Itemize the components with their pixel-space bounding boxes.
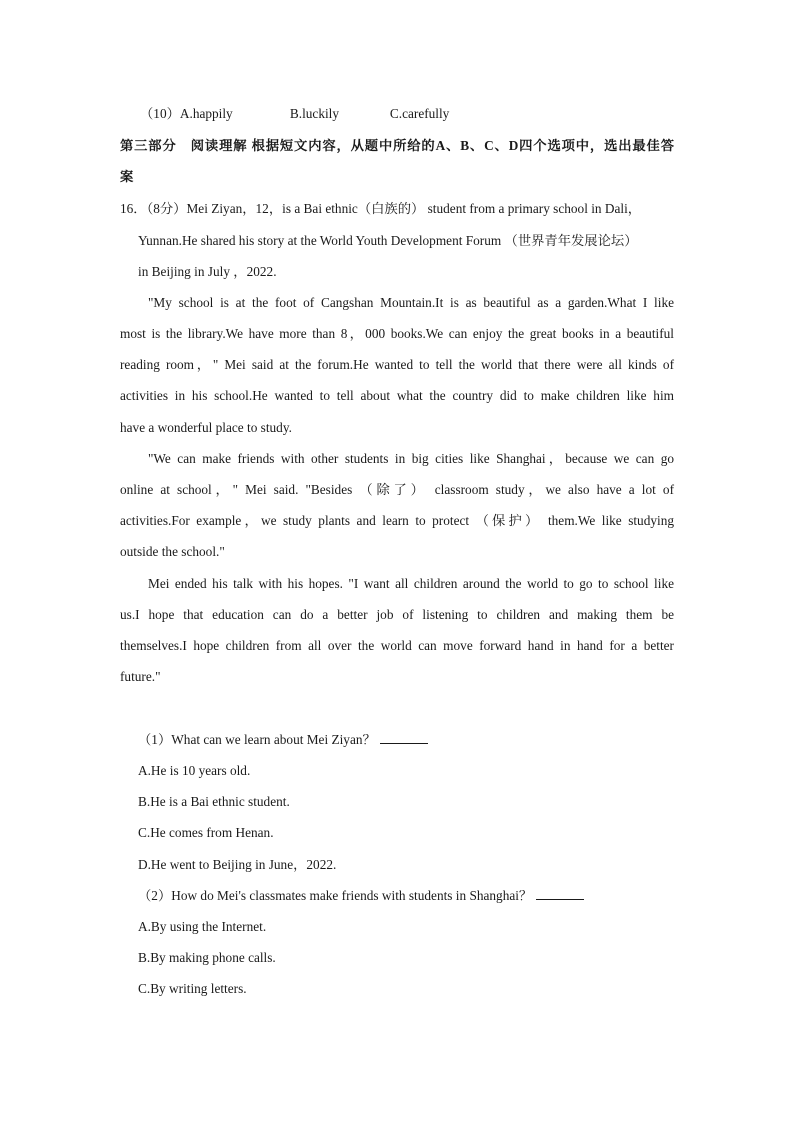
q10-option-a: A.happily (179, 106, 233, 121)
sub2-answer-blank[interactable] (536, 887, 584, 900)
sub1-option-a: A.He is 10 years old. (138, 763, 251, 778)
sub1-option-c: C.He comes from Henan. (138, 825, 274, 840)
paragraph2-line3: activities.For example，we study plants and learn to protect （保护） them.We like studying (120, 513, 674, 528)
section3-heading-line2: 案 (120, 169, 134, 184)
paragraph1-line2: most is the library.We have more than 8，000 books.We can enjoy the great books in a beautiful (120, 326, 674, 341)
paragraph1-line4: activities in his school.He wanted to tell about what the country did to make children like him (120, 388, 674, 403)
q16-intro-line2: Yunnan.He shared his story at the World Youth Development Forum （世界青年发展论坛） (138, 233, 638, 248)
q10-options (140, 105, 449, 123)
q16-intro-line1: 16．（8分）Mei Ziyan，12，is a Bai ethnic（白族的） student from a primary school in Dali， (120, 201, 642, 216)
section3-heading-line1: 第三部分 阅读理解 根据短文内容，从题中所给的A、B、C、D四个选项中，选出最佳答 (120, 138, 674, 153)
sub2-option-c: C.By writing letters. (138, 981, 247, 996)
q10-option-c: C.carefully (389, 106, 450, 121)
q10-number: （10） (140, 106, 180, 121)
sub2-option-a: A.By using the Internet. (138, 919, 267, 934)
sub1-question-text: （1）What can we learn about Mei Ziyan？ (138, 732, 376, 747)
q10-option-b: B.luckily (289, 106, 340, 121)
paragraph3-line1: Mei ended his talk with his hopes. "I want all children around the world to go to school like (148, 576, 674, 591)
sub2-question-text: （2）How do Mei's classmates make friends with students in Shanghai？ (138, 888, 533, 903)
sub2-question (138, 887, 584, 905)
paragraph1-line3: reading room，" Mei said at the forum.He wanted to tell the world that there were all kinds of (120, 357, 674, 372)
q16-intro-line3: in Beijing in July ，2022. (138, 264, 277, 279)
paragraph3-line3: themselves.I hope children from all over the world can move forward hand in hand for a better (120, 638, 674, 653)
sub1-option-b: B.He is a Bai ethnic student. (138, 794, 290, 809)
paragraph1-line1: "My school is at the foot of Cangshan Mountain.It is as beautiful as a garden.What I like (148, 295, 674, 310)
sub1-question (138, 731, 428, 749)
paragraph3-line2: us.I hope that education can do a better job of listening to children and making them be (120, 607, 674, 622)
sub1-option-d: D.He went to Beijing in June，2022. (138, 857, 337, 872)
paragraph2-line2: online at school，" Mei said. "Besides （除了） classroom study，we also have a lot of (120, 482, 674, 497)
paragraph2-line1: "We can make friends with other students in big cities like Shanghai，because we can go (148, 451, 674, 466)
paragraph2-line4: outside the school." (120, 544, 225, 559)
paragraph3-line4: future." (120, 669, 161, 684)
paragraph1-line5: have a wonderful place to study. (120, 420, 292, 435)
sub1-answer-blank[interactable] (380, 731, 428, 744)
sub2-option-b: B.By making phone calls. (138, 950, 276, 965)
